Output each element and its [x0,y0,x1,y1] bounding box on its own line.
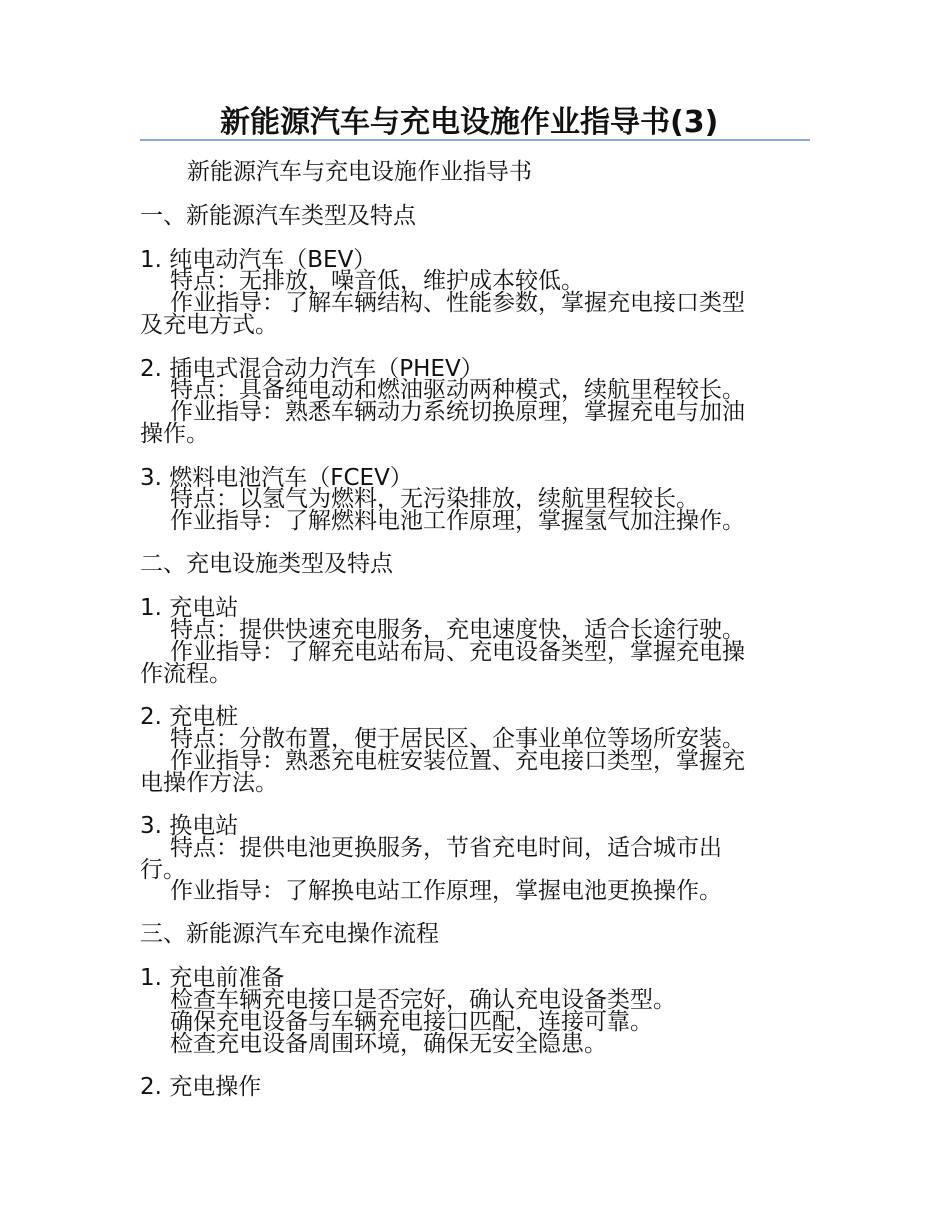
item-guide-phev-line1: 作业指导：熟悉车辆动力系统切换原理，掌握充电与加油 [170,399,745,425]
item-feature-battery-swap-line1: 特点：提供电池更换服务，节省充电时间，适合城市出 [170,835,722,861]
item-guide-bev-line2: 及充电方式。 [140,312,278,338]
item-heading-bev: 1. 纯电动汽车（BEV） [140,247,377,273]
step-check-charging-port: 检查车辆充电接口是否完好，确认充电设备类型。 [170,987,676,1013]
item-heading-battery-swap-station: 3. 换电站 [140,813,239,839]
item-guide-fcev: 作业指导：了解燃料电池工作原理，掌握氢气加注操作。 [170,508,745,534]
item-heading-phev: 2. 插电式混合动力汽车（PHEV） [140,356,484,382]
item-guide-charging-station-line1: 作业指导：了解充电站布局、充电设备类型，掌握充电操 [170,639,745,665]
item-feature-fcev: 特点：以氢气为燃料，无污染排放，续航里程较长。 [170,486,699,512]
item-heading-charging-station: 1. 充电站 [140,595,239,621]
item-heading-charging-pile: 2. 充电桩 [140,704,239,730]
item-guide-battery-swap: 作业指导：了解换电站工作原理，掌握电池更换操作。 [170,878,722,904]
section-heading-charging-facilities: 二、充电设施类型及特点 [140,551,393,577]
item-heading-charging-operation: 2. 充电操作 [140,1074,262,1100]
item-guide-charging-station-line2: 作流程。 [140,661,232,687]
document-title: 新能源汽车与充电设施作业指导书(3) [220,105,719,140]
item-heading-fcev: 3. 燃料电池汽车（FCEV） [140,465,413,491]
item-feature-battery-swap-line2: 行。 [140,857,186,883]
item-feature-bev: 特点：无排放，噪音低，维护成本较低。 [170,268,584,294]
section-heading-vehicle-types: 一、新能源汽车类型及特点 [140,203,416,229]
item-feature-charging-station: 特点：提供快速充电服务，充电速度快，适合长途行驶。 [170,617,745,643]
step-ensure-match: 确保充电设备与车辆充电接口匹配，连接可靠。 [170,1009,653,1035]
document-subtitle: 新能源汽车与充电设施作业指导书 [187,159,532,185]
item-guide-charging-pile-line1: 作业指导：熟悉充电桩安装位置、充电接口类型，掌握充 [170,748,745,774]
title-underline [140,139,810,141]
item-guide-bev-line1: 作业指导：了解车辆结构、性能参数，掌握充电接口类型 [170,290,745,316]
section-heading-charging-procedure: 三、新能源汽车充电操作流程 [140,921,439,947]
step-check-environment: 检查充电设备周围环境，确保无安全隐患。 [170,1031,607,1057]
item-feature-charging-pile: 特点：分散布置，便于居民区、企事业单位等场所安装。 [170,726,745,752]
item-feature-phev: 特点：具备纯电动和燃油驱动两种模式，续航里程较长。 [170,377,745,403]
item-guide-charging-pile-line2: 电操作方法。 [140,770,278,796]
item-heading-pre-charge-preparation: 1. 充电前准备 [140,965,285,991]
item-guide-phev-line2: 操作。 [140,421,209,447]
